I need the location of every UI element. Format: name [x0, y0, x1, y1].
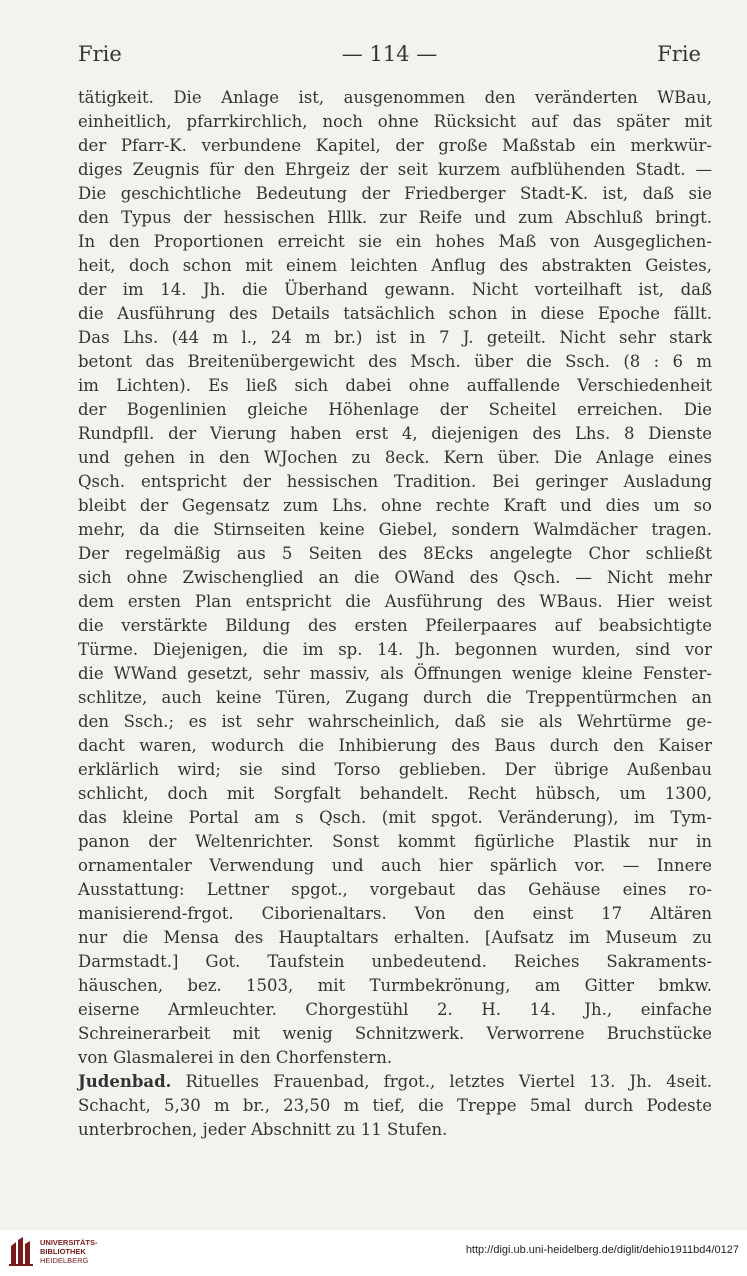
judenbad-heading: Judenbad. [78, 1072, 172, 1091]
body-line: und gehen in den WJochen zu 8eck. Kern über. Die Anlage eines [78, 448, 712, 467]
header-left: Frie [78, 42, 122, 66]
body-line: Qsch. entspricht der hessischen Tradition. Bei geringer Ausladung [78, 472, 712, 491]
body-line: tätigkeit. Die Anlage ist, ausgenommen den veränderten WBau, [78, 88, 712, 107]
body-line: der im 14. Jh. die Überhand gewann. Nicht vorteilhaft ist, daß [78, 280, 712, 299]
page-number: — 114 — [341, 42, 438, 66]
body-line: Darmstadt.] Got. Taufstein unbedeutend. Reiches Sakraments- [78, 952, 712, 971]
header-right: Frie [657, 42, 701, 66]
body-line: das kleine Portal am s Qsch. (mit spgot. Veränderung), im Tym- [78, 808, 712, 827]
body-line: heit, doch schon mit einem leichten Anflug des abstrakten Geistes, [78, 256, 712, 275]
body-line: eiserne Armleuchter. Chorgestühl 2. H. 14. Jh., einfache [78, 1000, 712, 1019]
body-line: ornamentaler Verwendung und auch hier spärlich vor. — Innere [78, 856, 712, 875]
body-line: dem ersten Plan entspricht die Ausführung des WBaus. Hier weist [78, 592, 712, 611]
body-line: die WWand gesetzt, sehr massiv, als Öffnungen wenige kleine Fenster- [78, 664, 712, 683]
body-line: sich ohne Zwischenglied an die OWand des Qsch. — Nicht mehr [78, 568, 712, 587]
footer-bar [0, 1230, 747, 1276]
body-line: diges Zeugnis für den Ehrgeiz der seit kurzem aufblühenden Stadt. — [78, 160, 712, 179]
body-line: Der regelmäßig aus 5 Seiten des 8Ecks angelegte Chor schließt [78, 544, 712, 563]
body-line: erklärlich wird; sie sind Torso geblieben. Der übrige Außenbau [78, 760, 712, 779]
library-line-2: BIBLIOTHEK [40, 1247, 86, 1256]
judenbad-line-1-text: Rituelles Frauenbad, frgot., letztes Viertel 13. Jh. 4seit. [171, 1072, 712, 1091]
body-line: der Bogenlinien gleiche Höhenlage der Scheitel erreichen. Die [78, 400, 712, 419]
body-line: schlicht, doch mit Sorgfalt behandelt. Recht hübsch, um 1300, [78, 784, 712, 803]
body-line: Türme. Diejenigen, die im sp. 14. Jh. begonnen wurden, sind vor [78, 640, 712, 659]
judenbad-line-1 [78, 1070, 712, 1094]
body-line: den Ssch.; es ist sehr wahrscheinlich, daß sie als Wehrtürme ge- [78, 712, 712, 731]
body-line: die Ausführung des Details tatsächlich schon in diese Epoche fällt. [78, 304, 712, 323]
body-line: die verstärkte Bildung des ersten Pfeilerpaares auf beabsichtigte [78, 616, 712, 635]
body-line: der Pfarr-K. verbundene Kapitel, der große Maßstab ein merkwür- [78, 136, 712, 155]
body-line: betont das Breitenübergewicht des Msch. über die Ssch. (8 : 6 m [78, 352, 712, 371]
body-line: dacht waren, wodurch die Inhibierung des Baus durch den Kaiser [78, 736, 712, 755]
body-line: schlitze, auch keine Türen, Zugang durch die Treppentürmchen an [78, 688, 712, 707]
body-line: Schreinerarbeit mit wenig Schnitzwerk. Verworrene Bruchstücke [78, 1024, 712, 1043]
library-line-1: UNIVERSITÄTS- [40, 1238, 98, 1247]
body-line: einheitlich, pfarrkirchlich, noch ohne Rücksicht auf das später mit [78, 112, 712, 131]
body-line: mehr, da die Stirnseiten keine Giebel, sondern Walmdächer tragen. [78, 520, 712, 539]
body-line: Die geschichtliche Bedeutung der Friedberger Stadt-K. ist, daß sie [78, 184, 712, 203]
body-line: nur die Mensa des Hauptaltars erhalten. [Aufsatz im Museum zu [78, 928, 712, 947]
body-line: Das Lhs. (44 m l., 24 m br.) ist in 7 J. geteilt. Nicht sehr stark [78, 328, 712, 347]
judenbad-line-3: unterbrochen, jeder Abschnitt zu 11 Stufen. [78, 1120, 448, 1139]
source-url-link[interactable]: http://digi.ub.uni-heidelberg.de/diglit/dehio1911bd4/0127 [465, 1244, 739, 1256]
body-line: In den Proportionen erreicht sie ein hohes Maß von Ausgeglichen- [78, 232, 712, 251]
library-line-3: HEIDELBERG [40, 1256, 89, 1265]
body-line: häuschen, bez. 1503, mit Turmbekrönung, am Gitter bmkw. [78, 976, 712, 995]
body-line: von Glasmalerei in den Chorfenstern. [78, 1048, 393, 1067]
body-line: panon der Weltenrichter. Sonst kommt figürliche Plastik nur in [78, 832, 712, 851]
body-line: im Lichten). Es ließ sich dabei ohne auffallende Verschiedenheit [78, 376, 712, 395]
body-text [78, 86, 712, 1142]
body-line: manisierend-frgot. Ciborienaltars. Von den einst 17 Altären [78, 904, 712, 923]
body-line: bleibt der Gegensatz zum Lhs. ohne rechte Kraft und dies um so [78, 496, 712, 515]
library-name [40, 1238, 98, 1265]
body-line: Ausstattung: Lettner spgot., vorgebaut das Gehäuse eines ro- [78, 880, 712, 899]
university-library-logo-icon [8, 1236, 34, 1266]
judenbad-line-2: Schacht, 5,30 m br., 23,50 m tief, die Treppe 5mal durch Podeste [78, 1096, 712, 1115]
body-line: den Typus der hessischen Hllk. zur Reife und zum Abschluß bringt. [78, 208, 712, 227]
body-line: Rundpfll. der Vierung haben erst 4, diejenigen des Lhs. 8 Dienste [78, 424, 712, 443]
